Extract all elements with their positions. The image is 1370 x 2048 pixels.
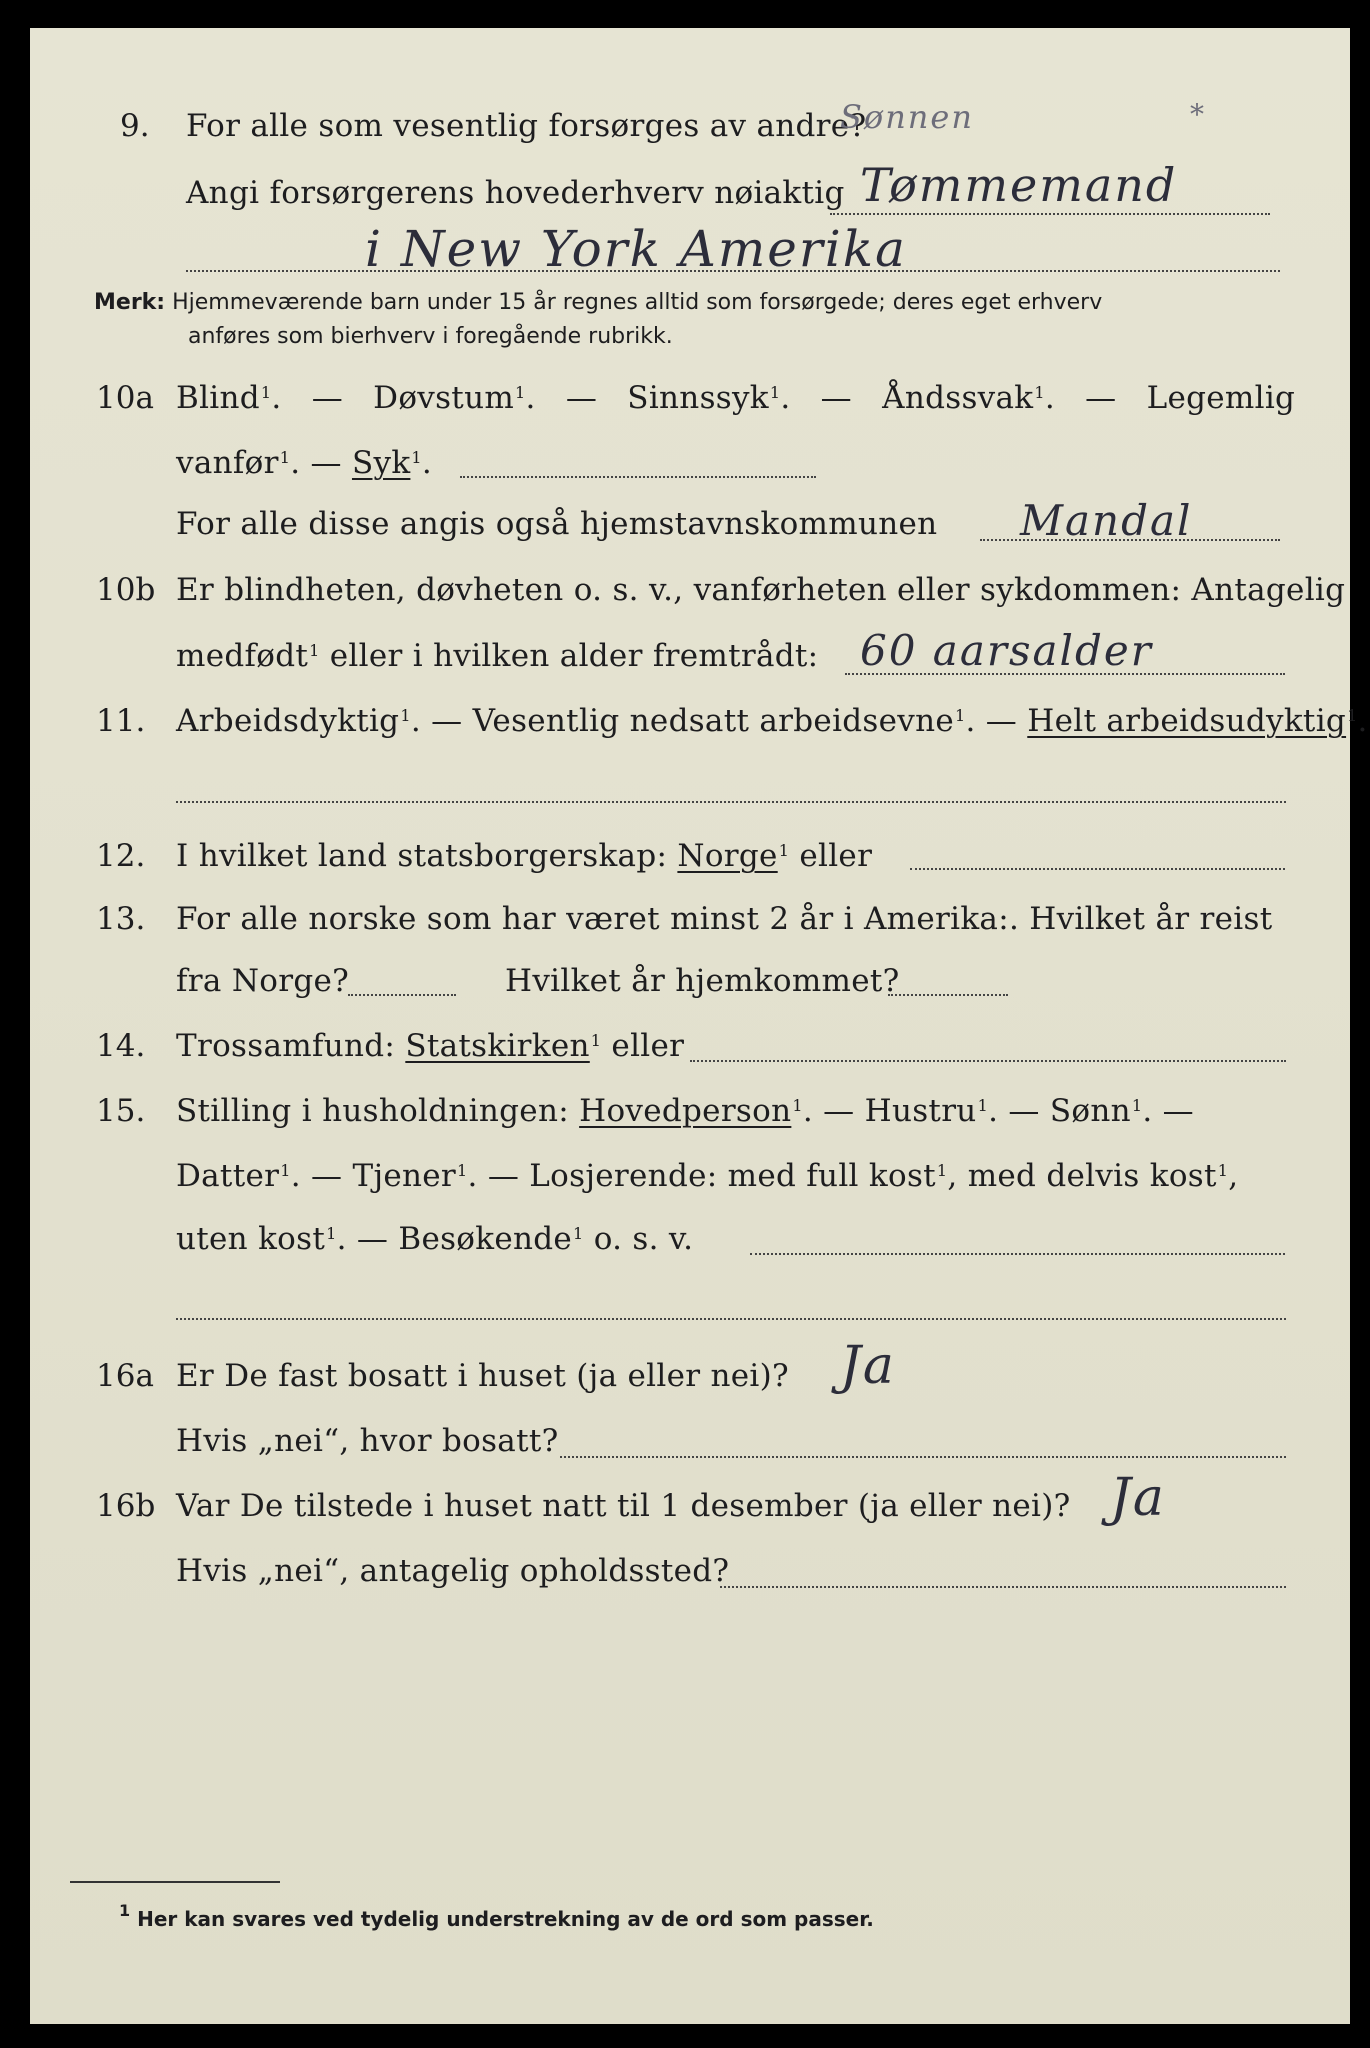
q13-line1: For alle norske som har været minst 2 år i Amerika:. Hvilket år reist <box>176 901 1273 937</box>
option-sonn: Sønn <box>1049 1093 1131 1129</box>
q10a-line1: Blind$^1$. — Døvstum$^1$. — Sinnssyk$^1$. — Åndssvak$^1$. — Legemlig <box>176 380 1296 416</box>
q12-line: I hvilket land statsborgerskap: Norge$^1$ eller <box>176 838 873 874</box>
q14-line-dots <box>690 1060 1286 1062</box>
q13-reist-line <box>348 994 456 996</box>
q10b-line2: medfødt$^1$ eller i hvilken alder fremtrådt: <box>176 638 819 674</box>
q9-answer-line1: Sønnen <box>840 98 974 136</box>
option-hustru: Hustru <box>864 1093 977 1129</box>
q15-line1: Stilling i husholdningen: Hovedperson$^1$. — Hustru$^1$. — Sønn$^1$. — <box>176 1093 1194 1129</box>
q14-eller: eller <box>611 1028 685 1064</box>
q14-number: 14. <box>96 1028 146 1064</box>
merk-label: Merk: <box>94 290 166 315</box>
option-besokende: Besøkende <box>398 1221 573 1257</box>
q13-number: 13. <box>96 901 146 937</box>
q10a-line2-dots <box>460 476 816 478</box>
q12-eller: eller <box>799 838 873 874</box>
merk-line2: anføres som bierhverv i foregående rubrikk. <box>188 324 673 349</box>
q10b-number: 10b <box>96 572 156 608</box>
option-sinnssyk: Sinnssyk <box>627 380 769 416</box>
option-blind: Blind <box>176 380 260 416</box>
q15-number: 15. <box>96 1093 146 1129</box>
q10b-age-answer: 60 aarsalder <box>860 626 1153 675</box>
option-vanfor: vanfør <box>176 445 279 481</box>
q10a-line2: vanfør$^1$. — Syk$^1$. <box>176 445 433 481</box>
option-hovedperson-underlined: Hovedperson <box>579 1093 792 1129</box>
q12-line-dots <box>910 868 1285 870</box>
footnote-text: $^1$ Her kan svares ved tydelig understrekning av de ord som passer. <box>119 1901 874 1931</box>
q15-osv: o. s. v. <box>593 1221 694 1257</box>
option-helt-arbeidsudyktig-underlined: Helt arbeidsudyktig <box>1027 703 1347 739</box>
q16b-label: Var De tilstede i huset natt til 1 desember (ja eller nei)? <box>176 1488 1071 1524</box>
q15-extra-line <box>176 1318 1286 1320</box>
q15-label: Stilling i husholdningen: <box>176 1093 569 1129</box>
q14-label: Trossamfund: <box>176 1028 396 1064</box>
option-andssvak: Åndssvak <box>882 380 1034 416</box>
q15-line3-dots <box>750 1253 1285 1255</box>
q16a-answer: Ja <box>840 1336 896 1396</box>
q9-text: For alle som vesentlig forsørges av andre? <box>186 108 867 144</box>
census-form-page <box>30 28 1368 2024</box>
q16b-nei-label: Hvis „nei“, antagelig opholdssted? <box>176 1553 730 1589</box>
footnote-rule <box>70 1881 280 1883</box>
q10a-hjemstavn-answer: Mandal <box>1020 496 1193 545</box>
option-med-delvis-kost: med delvis kost <box>967 1158 1217 1194</box>
q13-reist-label: fra Norge? <box>176 963 350 999</box>
q16a-label: Er De fast bosatt i huset (ja eller nei)? <box>176 1358 789 1394</box>
q10a-hjemstavn-label: For alle disse angis også hjemstavnskommunen <box>176 506 938 542</box>
option-nedsatt-arbeidsevne: Vesentlig nedsatt arbeidsevne <box>472 703 955 739</box>
footnote-body: Her kan svares ved tydelig understrekning av de ord som passer. <box>137 1907 874 1931</box>
option-medfodt: medfødt <box>176 638 309 674</box>
merk-line1: Hjemmeværende barn under 15 år regnes alltid som forsørgede; deres eget erhverv <box>172 290 1103 315</box>
option-tjener: Tjener <box>352 1158 457 1194</box>
q10a-number: 10a <box>96 380 154 416</box>
q9-occupation-answer: Tømmemand <box>860 158 1178 212</box>
q15-losjerende: Losjerende: <box>529 1158 718 1194</box>
q15-line3: uten kost$^1$. — Besøkende$^1$ o. s. v. <box>176 1221 694 1257</box>
option-statskirken-underlined: Statskirken <box>405 1028 590 1064</box>
q9-mark: * <box>1190 98 1206 131</box>
q11-number: 11. <box>96 703 146 739</box>
q13-hjemkommet-label: Hvilket år hjemkommet? <box>505 963 900 999</box>
option-arbeidsdyktig: Arbeidsdyktig <box>176 703 400 739</box>
option-syk-underlined: Syk <box>351 445 411 481</box>
option-norge-underlined: Norge <box>677 838 778 874</box>
q9-occupation-line <box>830 213 1270 215</box>
q13-hjemkommet-line <box>888 994 1008 996</box>
option-dovstum: Døvstum <box>373 380 515 416</box>
merk-note <box>94 286 1294 354</box>
q15-line2: Datter$^1$. — Tjener$^1$. — Losjerende: med full kost$^1$, med delvis kost$^1$, <box>176 1158 1239 1194</box>
q16a-nei-label: Hvis „nei“, hvor bosatt? <box>176 1423 559 1459</box>
q12-number: 12. <box>96 838 146 874</box>
q10b-line2-rest: eller i hvilken alder fremtrådt: <box>329 638 819 674</box>
option-datter: Datter <box>176 1158 280 1194</box>
q16b-number: 16b <box>96 1488 156 1524</box>
q14-line: Trossamfund: Statskirken$^1$ eller <box>176 1028 685 1064</box>
option-legemlig: Legemlig <box>1146 380 1296 416</box>
q16a-nei-line <box>560 1456 1286 1458</box>
option-uten-kost: uten kost <box>176 1221 326 1257</box>
q16b-nei-line <box>720 1586 1286 1588</box>
q11-line1: Arbeidsdyktig$^1$. — Vesentlig nedsatt arbeidsevne$^1$. — Helt arbeidsudyktig$^1$. <box>176 703 1368 739</box>
q9-number: 9. <box>120 108 150 144</box>
q16b-answer: Ja <box>1110 1468 1166 1528</box>
q12-label: I hvilket land statsborgerskap: <box>176 838 668 874</box>
q16a-number: 16a <box>96 1358 154 1394</box>
q9-occupation-label: Angi forsørgerens hovederhverv nøiaktig <box>186 175 845 211</box>
q9-location-answer: i New York Amerika <box>365 220 907 278</box>
option-med-full-kost: med full kost <box>727 1158 936 1194</box>
q11-extra-line <box>176 801 1286 803</box>
q10b-line1: Er blindheten, døvheten o. s. v., vanførheten eller sykdommen: Antagelig <box>176 572 1346 608</box>
